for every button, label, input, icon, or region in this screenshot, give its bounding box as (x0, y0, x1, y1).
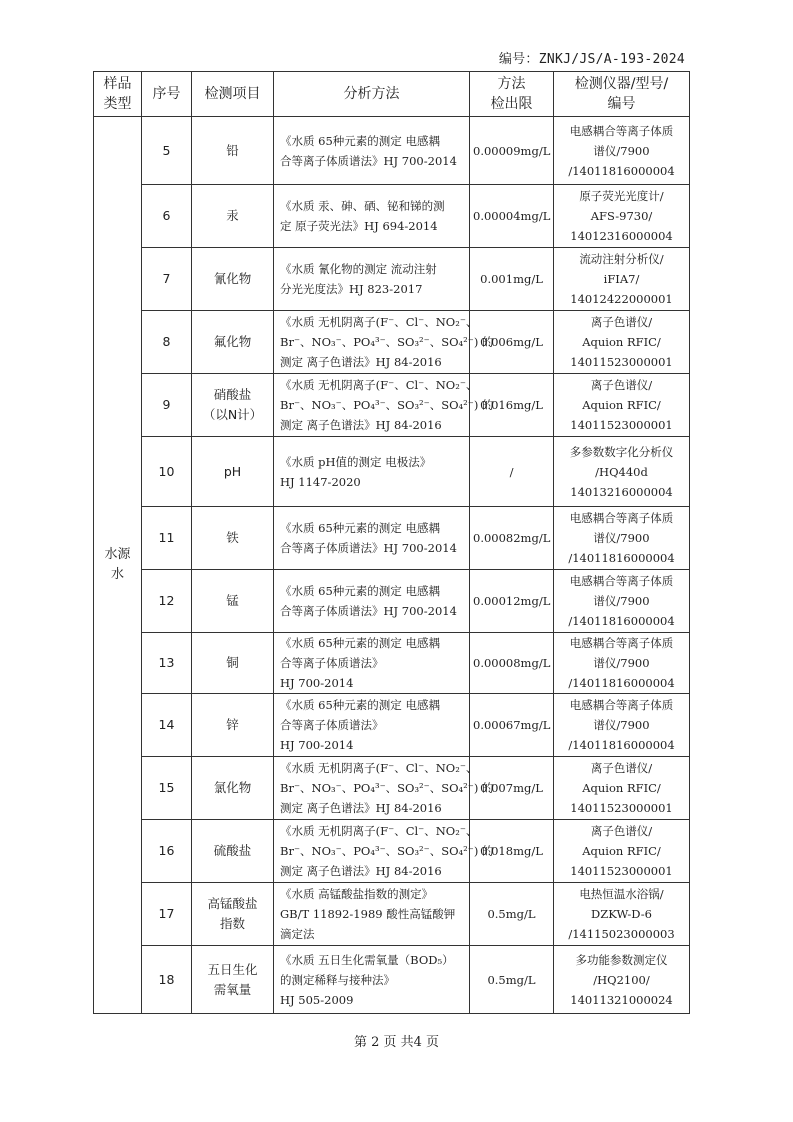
test-item: 铅 (192, 117, 274, 185)
row-number: 10 (142, 437, 192, 507)
row-number: 15 (142, 757, 192, 820)
sample-type-cell: 水源 水 (94, 117, 142, 1014)
test-item: 铁 (192, 507, 274, 570)
detection-limit: 0.00082mg/L (470, 507, 554, 570)
instrument-info: 多功能参数测定仪 /HQ2100/ 14011321000024 (554, 946, 690, 1014)
detection-limit: 0.006mg/L (470, 311, 554, 374)
table-row (94, 507, 690, 570)
test-method-table (93, 71, 690, 1014)
row-number: 12 (142, 570, 192, 633)
detection-limit: 0.00004mg/L (470, 185, 554, 248)
analysis-method: 《水质 65种元素的测定 电感耦 合等离子体质谱法》 HJ 700-2014 (274, 694, 470, 757)
header-instrument: 检测仪器/型号/ 编号 (554, 72, 690, 117)
row-number: 14 (142, 694, 192, 757)
detection-limit: 0.00009mg/L (470, 117, 554, 185)
analysis-method: 《水质 65种元素的测定 电感耦 合等离子体质谱法》HJ 700-2014 (274, 117, 470, 185)
instrument-info: 电感耦合等离子体质 谱仪/7900 /14011816000004 (554, 633, 690, 694)
detection-limit: 0.016mg/L (470, 374, 554, 437)
table-row (94, 117, 690, 185)
header-limit: 方法 检出限 (470, 72, 554, 117)
analysis-method: 《水质 无机阴离子(F⁻、Cl⁻、NO₂⁻、 Br⁻、NO₃⁻、PO₄³⁻、SO₃²⁻、SO₄²⁻) 的 测定 离子色谱法》HJ 84-2016 (274, 374, 470, 437)
instrument-info: 原子荧光光度计/ AFS-9730/ 14012316000004 (554, 185, 690, 248)
analysis-method: 《水质 五日生化需氧量（BOD₅） 的测定稀释与接种法》 HJ 505-2009 (274, 946, 470, 1014)
detection-limit: / (470, 437, 554, 507)
table-row (94, 757, 690, 820)
analysis-method: 《水质 pH值的测定 电极法》 HJ 1147-2020 (274, 437, 470, 507)
row-number: 8 (142, 311, 192, 374)
row-number: 6 (142, 185, 192, 248)
instrument-info: 电感耦合等离子体质 谱仪/7900 /14011816000004 (554, 117, 690, 185)
test-item: 铜 (192, 633, 274, 694)
table-row (94, 374, 690, 437)
table-row (94, 820, 690, 883)
row-number: 17 (142, 883, 192, 946)
instrument-info: 电热恒温水浴锅/ DZKW-D-6 /14115023000003 (554, 883, 690, 946)
row-number: 11 (142, 507, 192, 570)
analysis-method: 《水质 汞、砷、硒、铋和锑的测 定 原子荧光法》HJ 694-2014 (274, 185, 470, 248)
instrument-info: 流动注射分析仪/ iFIA7/ 14012422000001 (554, 248, 690, 311)
row-number: 16 (142, 820, 192, 883)
table-row (94, 694, 690, 757)
detection-limit: 0.00012mg/L (470, 570, 554, 633)
detection-limit: 0.5mg/L (470, 883, 554, 946)
test-item: 锰 (192, 570, 274, 633)
document-number: 编号：ZNKJ/JS/A-193-2024 (498, 52, 685, 67)
row-number: 5 (142, 117, 192, 185)
detection-limit: 0.007mg/L (470, 757, 554, 820)
test-item: 高锰酸盐 指数 (192, 883, 274, 946)
analysis-method: 《水质 65种元素的测定 电感耦 合等离子体质谱法》HJ 700-2014 (274, 507, 470, 570)
row-number: 18 (142, 946, 192, 1014)
instrument-info: 电感耦合等离子体质 谱仪/7900 /14011816000004 (554, 507, 690, 570)
table-row (94, 570, 690, 633)
header-sample-type: 样品 类型 (94, 72, 142, 117)
detection-limit: 0.5mg/L (470, 946, 554, 1014)
analysis-method: 《水质 氰化物的测定 流动注射 分光光度法》HJ 823-2017 (274, 248, 470, 311)
table-row (94, 883, 690, 946)
table-row (94, 185, 690, 248)
instrument-info: 离子色谱仪/ Aquion RFIC/ 14011523000001 (554, 311, 690, 374)
detection-limit: 0.001mg/L (470, 248, 554, 311)
detection-limit: 0.00008mg/L (470, 633, 554, 694)
test-item: 硫酸盐 (192, 820, 274, 883)
instrument-info: 离子色谱仪/ Aquion RFIC/ 14011523000001 (554, 820, 690, 883)
analysis-method: 《水质 高锰酸盐指数的测定》 GB/T 11892-1989 酸性高锰酸钾 滴定法 (274, 883, 470, 946)
table-row (94, 437, 690, 507)
instrument-info: 离子色谱仪/ Aquion RFIC/ 14011523000001 (554, 374, 690, 437)
analysis-method: 《水质 65种元素的测定 电感耦 合等离子体质谱法》 HJ 700-2014 (274, 633, 470, 694)
header-item: 检测项目 (192, 72, 274, 117)
test-item: 氯化物 (192, 757, 274, 820)
page-footer: 第 2 页 共4 页 (353, 1035, 440, 1050)
table-row (94, 311, 690, 374)
analysis-method: 《水质 65种元素的测定 电感耦 合等离子体质谱法》HJ 700-2014 (274, 570, 470, 633)
table-row (94, 633, 690, 694)
analysis-method: 《水质 无机阴离子(F⁻、Cl⁻、NO₂⁻、 Br⁻、NO₃⁻、PO₄³⁻、SO₃²⁻、SO₄²⁻) 的 测定 离子色谱法》HJ 84-2016 (274, 311, 470, 374)
table-row (94, 946, 690, 1014)
detection-limit: 0.018mg/L (470, 820, 554, 883)
row-number: 9 (142, 374, 192, 437)
test-item: 氰化物 (192, 248, 274, 311)
row-number: 7 (142, 248, 192, 311)
test-item: 锌 (192, 694, 274, 757)
table-row (94, 248, 690, 311)
header-no: 序号 (142, 72, 192, 117)
detection-limit: 0.00067mg/L (470, 694, 554, 757)
test-item: 氟化物 (192, 311, 274, 374)
table-header-row (94, 72, 690, 117)
instrument-info: 电感耦合等离子体质 谱仪/7900 /14011816000004 (554, 694, 690, 757)
test-item: 五日生化 需氧量 (192, 946, 274, 1014)
instrument-info: 多参数数字化分析仪 /HQ440d 14013216000004 (554, 437, 690, 507)
row-number: 13 (142, 633, 192, 694)
instrument-info: 电感耦合等离子体质 谱仪/7900 /14011816000004 (554, 570, 690, 633)
analysis-method: 《水质 无机阴离子(F⁻、Cl⁻、NO₂⁻、 Br⁻、NO₃⁻、PO₄³⁻、SO₃²⁻、SO₄²⁻) 的 测定 离子色谱法》HJ 84-2016 (274, 820, 470, 883)
test-item: pH (192, 437, 274, 507)
analysis-method: 《水质 无机阴离子(F⁻、Cl⁻、NO₂⁻、 Br⁻、NO₃⁻、PO₄³⁻、SO₃²⁻、SO₄²⁻) 的 测定 离子色谱法》HJ 84-2016 (274, 757, 470, 820)
test-item: 硝酸盐 （以N计） (192, 374, 274, 437)
header-method: 分析方法 (274, 72, 470, 117)
instrument-info: 离子色谱仪/ Aquion RFIC/ 14011523000001 (554, 757, 690, 820)
test-item: 汞 (192, 185, 274, 248)
